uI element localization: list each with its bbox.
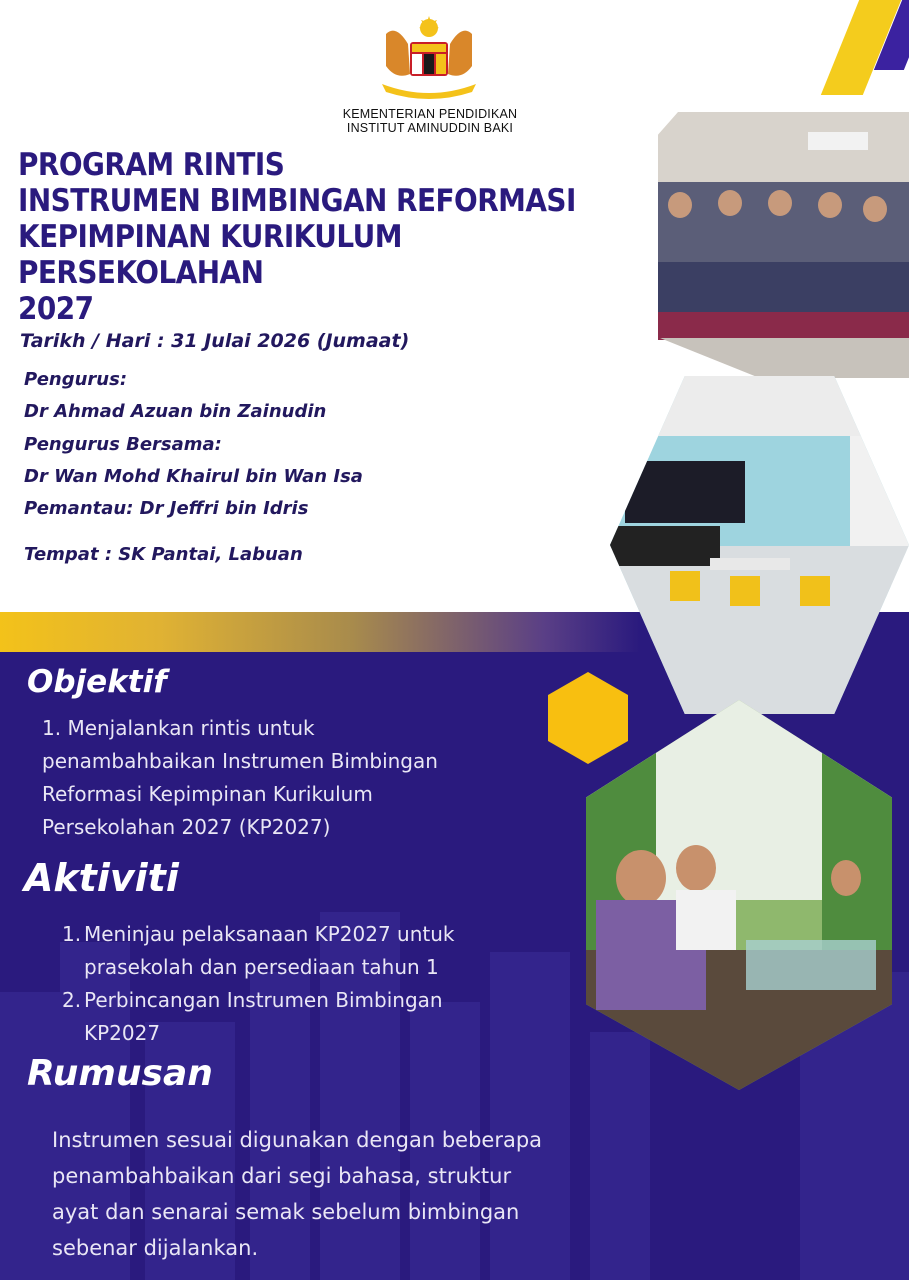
monitor-name: Pemantau: Dr Jeffri bin Idris xyxy=(24,498,309,519)
objektif-line-3: Reformasi Kepimpinan Kurikulum xyxy=(42,782,373,806)
manager-label: Pengurus: xyxy=(24,369,128,390)
group-photo xyxy=(658,112,909,340)
aktiviti-item-1-line-2: prasekolah dan persediaan tahun 1 xyxy=(84,955,439,979)
aktiviti-heading: Aktiviti xyxy=(24,856,179,900)
aktiviti-num-2: 2. xyxy=(62,988,82,1012)
program-date: Tarikh / Hari : 31 Julai 2026 (Jumaat) xyxy=(20,330,410,352)
objektif-list xyxy=(42,712,512,844)
aktiviti-list xyxy=(62,918,522,1050)
aktiviti-num-1: 1. xyxy=(62,922,82,946)
title-line-2: INSTRUMEN BIMBINGAN REFORMASI xyxy=(18,183,576,219)
aktiviti-item-1-line-1: Meninjau pelaksanaan KP2027 untuk xyxy=(84,922,455,946)
ministry-line-1: KEMENTERIAN PENDIDIKAN xyxy=(342,107,518,121)
objektif-line-2: penambahbaikan Instrumen Bimbingan xyxy=(42,749,438,773)
program-title xyxy=(18,147,648,327)
ministry-line-2: INSTITUT AMINUDDIN BAKI xyxy=(346,121,514,135)
aktiviti-item-1 xyxy=(62,918,522,984)
rumusan-line-3: ayat dan senarai semak sebelum bimbingan xyxy=(52,1200,520,1224)
title-line-4: 2027 xyxy=(18,291,94,327)
aktiviti-item-2-line-1: Perbincangan Instrumen Bimbingan xyxy=(84,988,443,1012)
title-line-1: PROGRAM RINTIS xyxy=(18,147,285,183)
rumusan-line-2: penambahbaikan dari segi bahasa, struktur xyxy=(52,1164,512,1188)
rumusan-line-1: Instrumen sesuai digunakan dengan beberapa xyxy=(52,1128,543,1152)
coat-of-arms-logo xyxy=(372,14,487,106)
manager-name: Dr Ahmad Azuan bin Zainudin xyxy=(24,401,327,422)
gold-divider-band xyxy=(0,612,640,652)
venue: Tempat : SK Pantai, Labuan xyxy=(24,544,303,565)
co-manager-name: Dr Wan Mohd Khairul bin Wan Isa xyxy=(24,466,363,487)
aktiviti-item-2-line-2: KP2027 xyxy=(84,1021,161,1045)
objektif-heading: Objektif xyxy=(27,664,167,700)
objektif-line-1: 1. Menjalankan rintis untuk xyxy=(42,716,315,740)
rumusan-text xyxy=(52,1122,652,1266)
title-line-3: KEPIMPINAN KURIKULUM PERSEKOLAHAN xyxy=(18,219,402,291)
objektif-line-4: Persekolahan 2027 (KP2027) xyxy=(42,815,331,839)
ministry-name xyxy=(300,107,560,135)
rumusan-line-4: sebenar dijalankan. xyxy=(52,1236,259,1260)
rumusan-heading: Rumusan xyxy=(27,1053,213,1094)
aktiviti-item-2 xyxy=(62,984,522,1050)
co-manager-label: Pengurus Bersama: xyxy=(24,434,222,455)
